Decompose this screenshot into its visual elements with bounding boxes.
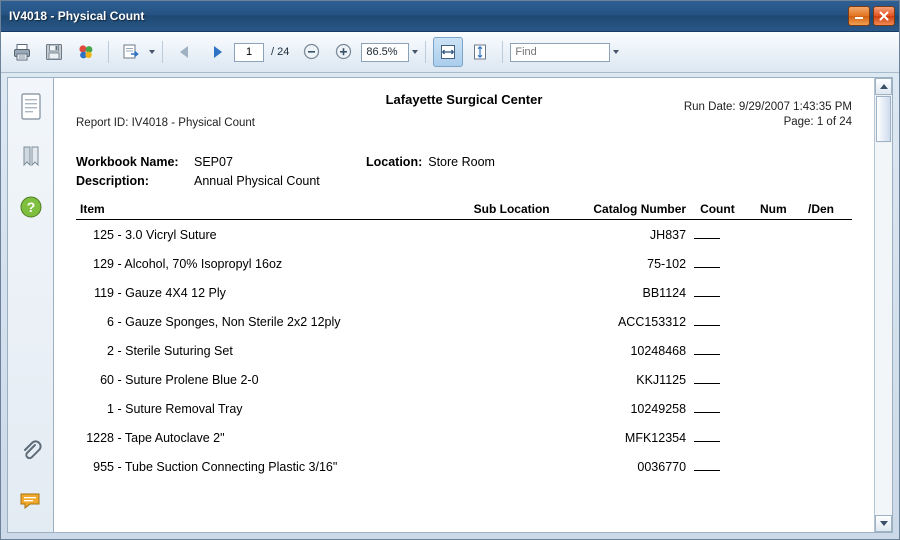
cell-num <box>756 365 804 394</box>
cell-den <box>804 249 852 278</box>
export-icon <box>121 42 141 62</box>
cell-item <box>76 220 440 250</box>
export-button[interactable] <box>116 37 146 67</box>
cell-catalog-number: JH837 <box>649 228 687 242</box>
refresh-icon <box>76 42 96 62</box>
cell-den <box>804 220 852 250</box>
zoom-in-icon <box>334 42 354 62</box>
report-center-title: Lafayette Surgical Center <box>385 92 543 107</box>
page-width-button[interactable] <box>433 37 463 67</box>
print-button[interactable] <box>7 37 37 67</box>
description-label: Description: <box>76 174 149 188</box>
cell-den <box>804 452 852 481</box>
cell-item-name: - Suture Removal Tray <box>114 402 243 416</box>
scrollbar-thumb[interactable] <box>876 96 891 142</box>
cell-item-quantity: 6 <box>107 315 114 329</box>
page-number-input[interactable] <box>234 43 264 62</box>
cell-sub-location <box>440 365 554 394</box>
cell-item-name: - Gauze Sponges, Non Sterile 2x2 12ply <box>114 315 341 329</box>
cell-den <box>804 307 852 336</box>
column-header-count: Count <box>690 202 756 220</box>
scroll-down-button[interactable] <box>875 515 892 532</box>
cell-count <box>690 423 756 452</box>
scroll-down-arrow-icon <box>880 521 888 526</box>
cell-item-quantity: 60 <box>100 373 114 387</box>
page-total-label: / 24 <box>271 46 290 58</box>
table-row <box>76 278 852 307</box>
cell-item-quantity: 1228 <box>86 431 114 445</box>
cell-item-quantity: 2 <box>107 344 114 358</box>
attachments-icon <box>18 438 44 464</box>
cell-sub-location <box>440 249 554 278</box>
sidebar-item-pages[interactable] <box>14 88 48 126</box>
sidebar-item-help[interactable] <box>14 188 48 226</box>
report-id: Report ID: IV4018 - Physical Count <box>76 117 255 129</box>
count-blank-line <box>694 286 720 297</box>
cell-den <box>804 336 852 365</box>
cell-num <box>756 278 804 307</box>
title-bar <box>1 1 899 32</box>
location-value: Store Room <box>428 155 495 169</box>
table-row <box>76 220 852 250</box>
toolbar-separator-2 <box>162 41 163 63</box>
cell-catalog-number: MFK12354 <box>624 431 687 445</box>
cell-num <box>756 336 804 365</box>
cell-count <box>690 249 756 278</box>
cell-item <box>76 249 440 278</box>
cell-item <box>76 423 440 452</box>
cell-sub-location <box>440 307 554 336</box>
cell-count <box>690 336 756 365</box>
table-row <box>76 394 852 423</box>
cell-item <box>76 394 440 423</box>
table-row <box>76 423 852 452</box>
table-row <box>76 365 852 394</box>
cell-sub-location <box>440 278 554 307</box>
count-blank-line <box>694 344 720 355</box>
document-area <box>53 77 893 533</box>
cell-item-name: - 3.0 Vicryl Suture <box>114 228 217 242</box>
cell-count <box>690 220 756 250</box>
comments-icon <box>18 489 44 513</box>
cell-num <box>756 307 804 336</box>
column-header-sub-location: Sub Location <box>440 202 554 220</box>
count-blank-line <box>694 431 720 442</box>
previous-page-button[interactable] <box>170 37 200 67</box>
pages-icon <box>18 92 44 122</box>
cell-catalog-number: 10248468 <box>630 344 687 358</box>
cell-catalog-number: BB1124 <box>642 286 687 300</box>
cell-item-quantity: 125 <box>93 228 114 242</box>
scroll-up-button[interactable] <box>875 78 892 95</box>
sidebar-item-attachments[interactable] <box>14 432 48 470</box>
cell-item <box>76 336 440 365</box>
vertical-scrollbar[interactable] <box>874 78 892 532</box>
cell-item <box>76 307 440 336</box>
workbook-value: SEP07 <box>194 155 233 169</box>
cell-num <box>756 423 804 452</box>
cell-sub-location <box>440 452 554 481</box>
find-input[interactable] <box>510 43 610 62</box>
cell-sub-location <box>440 394 554 423</box>
save-icon <box>44 42 64 62</box>
cell-count <box>690 394 756 423</box>
cell-item-quantity: 129 <box>93 257 114 271</box>
cell-den <box>804 423 852 452</box>
count-blank-line <box>694 315 720 326</box>
sidebar <box>7 77 53 533</box>
viewer-body <box>1 73 899 539</box>
cell-item <box>76 278 440 307</box>
cell-den <box>804 365 852 394</box>
report-page <box>54 78 874 481</box>
window-title: IV4018 - Physical Count <box>9 9 145 23</box>
count-blank-line <box>694 257 720 268</box>
toolbar-separator-1 <box>108 41 109 63</box>
cell-sub-location <box>440 220 554 250</box>
whole-page-button[interactable] <box>465 37 495 67</box>
cell-item-name: - Sterile Suturing Set <box>114 344 233 358</box>
report-run-date: Run Date: 9/29/2007 1:43:35 PM <box>683 101 852 113</box>
cell-den <box>804 394 852 423</box>
toolbar <box>1 32 899 73</box>
close-button[interactable] <box>873 6 895 26</box>
toolbar-separator-4 <box>502 41 503 63</box>
scrollbar-track[interactable] <box>875 143 892 515</box>
cell-count <box>690 452 756 481</box>
cell-num <box>756 249 804 278</box>
sidebar-item-bookmarks[interactable] <box>14 138 48 176</box>
minimize-button[interactable] <box>848 6 870 26</box>
table-row <box>76 249 852 278</box>
cell-sub-location <box>440 336 554 365</box>
cell-catalog-number: 10249258 <box>630 402 687 416</box>
workbook-line <box>76 155 852 169</box>
cell-catalog-number: ACC153312 <box>617 315 687 329</box>
column-header-num: Num <box>756 202 804 220</box>
cell-item <box>76 365 440 394</box>
cell-item-name: - Tape Autoclave 2" <box>114 431 225 445</box>
whole-page-icon <box>470 42 490 62</box>
cell-catalog-number: 0036770 <box>637 460 687 474</box>
export-dropdown-caret[interactable] <box>149 50 155 54</box>
cell-den <box>804 278 852 307</box>
cell-num <box>756 452 804 481</box>
items-table-body <box>76 220 852 482</box>
zoom-in-button[interactable] <box>329 37 359 67</box>
refresh-button[interactable] <box>71 37 101 67</box>
count-blank-line <box>694 373 720 384</box>
zoom-out-button[interactable] <box>297 37 327 67</box>
cell-count <box>690 365 756 394</box>
description-value: Annual Physical Count <box>194 174 320 188</box>
cell-item-quantity: 119 <box>94 286 114 300</box>
column-header-den: /Den <box>804 202 852 220</box>
cell-count <box>690 278 756 307</box>
cell-item-name: - Suture Prolene Blue 2-0 <box>114 373 259 387</box>
items-table <box>76 202 852 481</box>
zoom-out-icon <box>302 42 322 62</box>
cell-item-name: - Alcohol, 70% Isopropyl 16oz <box>114 257 283 271</box>
zoom-value[interactable]: 86.5% <box>361 43 409 62</box>
bookmarks-icon <box>18 144 44 170</box>
cell-item-quantity: 955 <box>93 460 114 474</box>
table-row <box>76 336 852 365</box>
cell-item-name: - Gauze 4X4 12 Ply <box>114 286 226 300</box>
cell-num <box>756 220 804 250</box>
help-icon <box>19 195 43 219</box>
minimize-icon <box>854 11 864 21</box>
scroll-up-arrow-icon <box>880 84 888 89</box>
next-page-button[interactable] <box>202 37 232 67</box>
page-width-icon <box>438 42 458 62</box>
cell-sub-location <box>440 423 554 452</box>
location-label: Location: <box>366 155 423 169</box>
arrow-right-icon <box>206 42 228 62</box>
zoom-dropdown-caret[interactable] <box>412 50 418 54</box>
cell-item-name: - Tube Suction Connecting Plastic 3/16" <box>114 460 338 474</box>
cell-catalog-number: KKJ1125 <box>636 373 687 387</box>
find-dropdown-caret[interactable] <box>613 50 619 54</box>
cell-item <box>76 452 440 481</box>
items-header-row <box>76 202 852 220</box>
items-table-head <box>76 202 852 220</box>
printer-icon <box>12 42 32 62</box>
close-icon <box>879 11 889 21</box>
cell-item-quantity: 1 <box>107 402 114 416</box>
description-line <box>76 174 852 188</box>
cell-count <box>690 307 756 336</box>
cell-catalog-number: 75-102 <box>647 257 687 271</box>
cell-num <box>756 394 804 423</box>
toolbar-separator-3 <box>425 41 426 63</box>
document-scroll-region[interactable] <box>54 78 874 532</box>
count-blank-line <box>694 402 720 413</box>
report-page-of: Page: 1 of 24 <box>783 116 852 128</box>
count-blank-line <box>694 228 720 239</box>
save-button[interactable] <box>39 37 69 67</box>
column-header-item: Item <box>76 202 440 220</box>
window-buttons <box>848 6 895 26</box>
svg-text:?: ? <box>26 199 35 215</box>
count-blank-line <box>694 460 720 471</box>
arrow-left-icon <box>174 42 196 62</box>
workbook-label: Workbook Name: <box>76 155 179 169</box>
report-header-block <box>76 155 852 188</box>
table-row <box>76 307 852 336</box>
table-row <box>76 452 852 481</box>
sidebar-item-comments[interactable] <box>14 482 48 520</box>
column-header-catalog-number: Catalog Number <box>554 202 690 220</box>
report-run-info <box>684 101 852 131</box>
